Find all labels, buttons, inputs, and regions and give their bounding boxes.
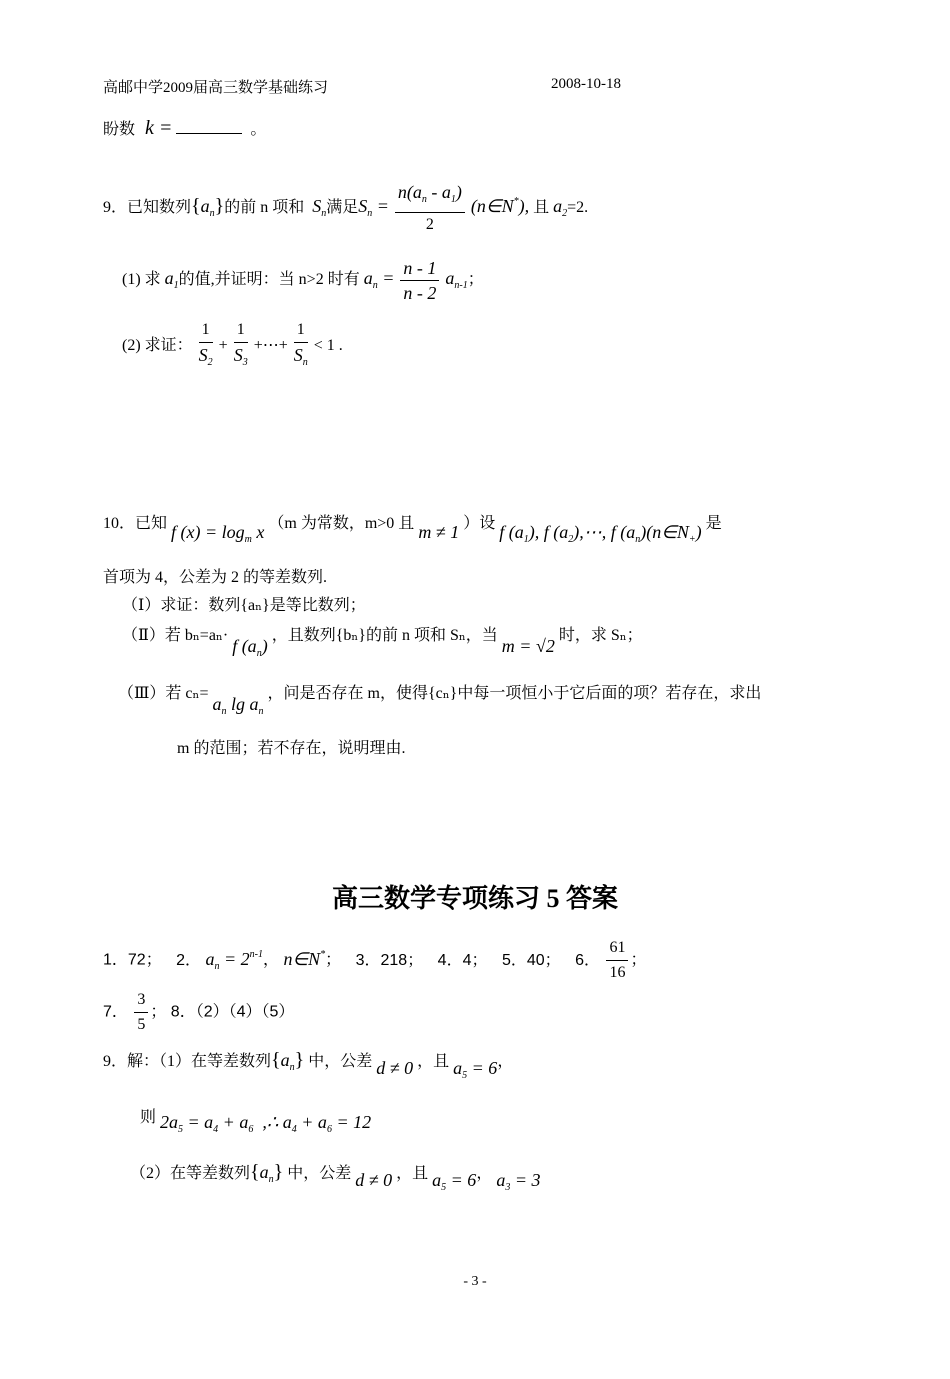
solution-9-part2: （2）在等差数列$\{a_n\}$ 中，公差 d ≠ 0 ，且 $a_5 = 6$， $a_3 = 3$ [130,1161,541,1193]
solution-9-label: 9．解：（1）在等差数列 [103,1053,272,1070]
q9-and: 且 [533,199,550,217]
q10-part3: （Ⅲ）若 $c_n= a_n$ $\lg a_n$ ，问是否存在 m，使得{cₙ}中每一项恒小于它后面的项？若存在，求出 [118,685,762,717]
q10-condition: （m 为常数，m>0 且 [268,515,415,532]
answer-7-num: 3 [134,990,148,1013]
q9-part2: (2) 求证： $\frac{1}{S_2}$ + $\frac{1}{S_3}$ +⋯+ $\frac{1}{S_n}$ < 1 . [122,321,343,368]
header-school: 高邮中学2009届高三数学基础练习 [103,80,329,96]
q10-intro: 10．已知 f $(x) = \log_m x$ （m 为常数，m>0 且 m ≠ 1 ）设 f $(a_1)$, f $(a_2),\cdots$, f $(a_n)(n\in N_+)$ 是 [103,515,722,545]
solution-9-then: 则 $2a_5 = a_4 + a_6$ ,∴ $a_4 + a_6 = 12$ [140,1109,372,1135]
q10-part1: （Ⅰ）求证：数列{aₙ}是等比数列； [122,597,366,614]
q9-satisfy: 满足 [326,199,359,217]
q9-text: 的前 n 项和 [224,199,305,217]
answer-6-fraction [606,938,628,983]
header-date: 2008-10-18 [551,76,621,92]
solution-9-2-text: 中，公差 [287,1165,352,1182]
answers-line1: 1．72； 2． $a_n = 2^{n-1}$， n∈N*； 3．218； 4．4； 5．40； 6． $\frac{61}{16}$ ； [103,939,647,981]
answers-title: 高三数学专项练习 5 答案 [331,884,618,913]
answer-5: 5．40； [501,951,561,969]
answer-6-num: 61 [606,938,628,961]
answer-8: ； 8．（2）（4）（5） [150,1003,295,1021]
solution-9-2-label: （2）在等差数列 [130,1165,251,1182]
q10-part2: （Ⅱ）若 bₙ=aₙ· f $(a_n)$ ，且数列{bₙ}的前 n 项和 Sₙ，当 m = √2 时，求 Sₙ； [122,627,643,659]
then-label: 则 [140,1109,157,1126]
q10-p2-end: 时，求 Sₙ； [558,627,643,644]
answer-7-label: 7． [103,1003,128,1021]
answer-6-den: 16 [609,964,626,981]
q9-fraction: $\frac{n(a_n - a_1)}{2}$ [395,182,465,235]
solution-9-text: 中，公差 [308,1053,373,1070]
q10-set: ）设 [463,515,496,532]
answer-4: 4．4； [437,951,488,969]
answer-6-label: 6． [575,951,600,969]
continued-text: 盼数 [103,121,136,138]
q10-p2-text: ，且数列{bₙ}的前 n 项和 Sₙ，当 [271,627,498,644]
q10-is: 是 [705,515,722,532]
answer-7-fraction [134,990,148,1035]
period: 。 [250,121,267,138]
q9-a2-value: =2. [567,199,589,217]
q10-label: 10．已知 [103,515,168,532]
q10-p3-text: ，问是否存在 m，使得{cₙ}中每一项恒小于它后面的项？若存在，求出 [267,685,762,702]
q10-part3-line2: m 的范围；若不存在，说明理由. [177,740,406,757]
answer-7-den: 5 [137,1016,146,1033]
q10-p3-label: （Ⅲ）若 cₙ= [118,685,209,702]
q9-part1: (1) 求 $a_1$的值,并证明：当 n>2 时有 $a_n$ = $\frac{n - 1}{n - 2}$ $a_{n-1}$； [122,258,484,303]
answer-2-label: 2． [176,951,202,969]
q9-p2-label: (2) 求证： [122,337,193,355]
answer-blank [176,117,242,134]
solution-9-part1: 9．解：（1）在等差数列$\{a_n\}$ 中，公差 d ≠ 0 ，且 $a_5 = 6$， [103,1049,514,1081]
q9-p1-fraction: $\frac{n - 1}{n - 2}$ [400,258,439,303]
q9-intro: 9．已知数列$\{a_n\}$的前 n 项和 $S_n$满足$S_n$ = $\frac{n(a_n - a_1)}{2}$ (n∈N*), 且 $a_2=2$. [103,182,589,233]
answer-1: 1．72； [103,951,162,969]
q9-p1-end: ； [467,271,484,289]
continued-line [103,116,266,140]
q9-label: 9．已知数列 [103,199,192,217]
solution-9-and: ，且 [417,1053,450,1070]
k-variable: k = [145,117,173,139]
answers-line2 [103,990,294,1035]
answer-3: 3．218； [355,951,424,969]
q9-p1-text: 的值,并证明：当 n>2 时有 [178,271,360,289]
q10-p2-label: （Ⅱ）若 bₙ=aₙ· [122,627,229,644]
page-number: - 3 - [463,1274,487,1289]
q9-p1-label: (1) 求 [122,271,161,289]
q10-line2: 首项为 4，公差为 2 的等差数列. [103,569,328,586]
solution-9-2-and: ，且 [396,1165,429,1182]
